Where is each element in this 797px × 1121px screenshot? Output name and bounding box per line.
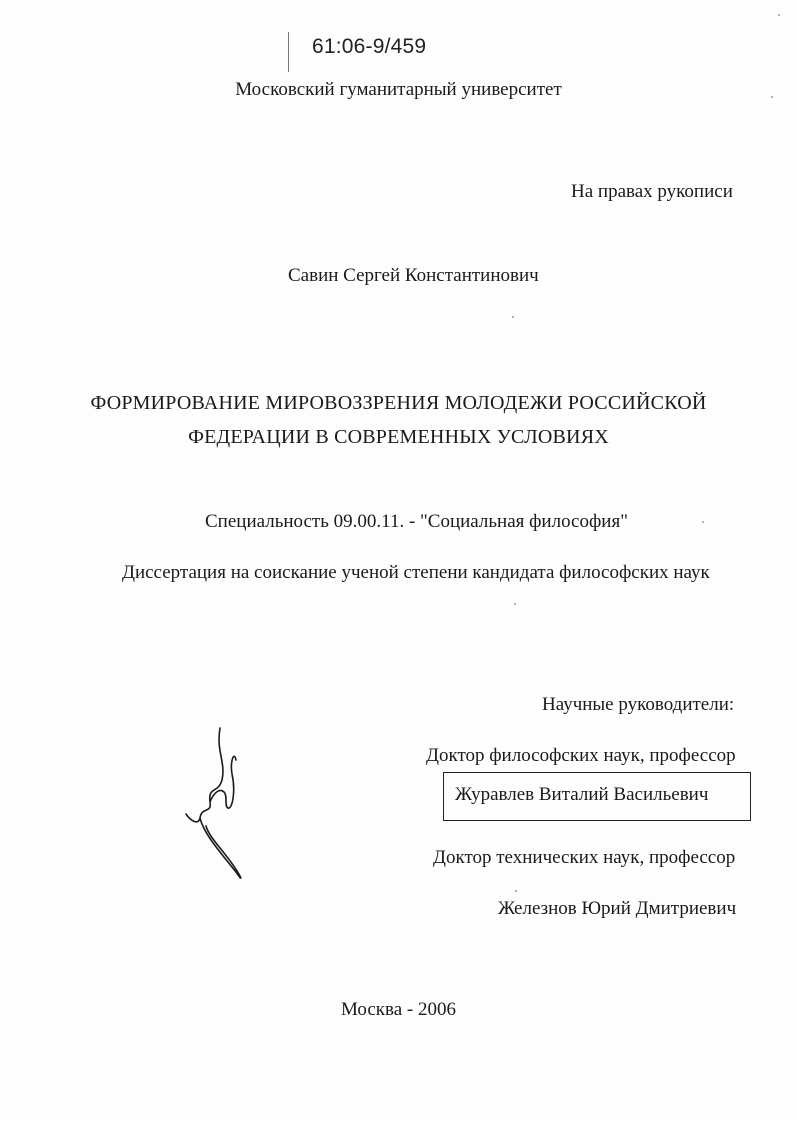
manuscript-note: На правах рукописи xyxy=(571,181,733,202)
scan-speck xyxy=(771,96,773,98)
scan-speck xyxy=(514,603,516,605)
scan-speck xyxy=(512,316,514,318)
title-line-1: ФОРМИРОВАНИЕ МИРОВОЗЗРЕНИЯ МОЛОДЕЖИ РОССИЙСКОЙ xyxy=(90,392,707,414)
author-name: Савин Сергей Константинович xyxy=(288,265,539,286)
library-stamp: 61:06-9/459 xyxy=(312,35,427,58)
specialty: Специальность 09.00.11. - "Социальная философия" xyxy=(205,511,628,532)
advisor-1-title: Доктор философских наук, профессор xyxy=(426,745,736,766)
city-year: Москва - 2006 xyxy=(340,999,457,1020)
degree-statement: Диссертация на соискание ученой степени кандидата философских наук xyxy=(122,562,710,583)
title-line-2: ФЕДЕРАЦИИ В СОВРЕМЕННЫХ УСЛОВИЯХ xyxy=(188,426,609,448)
scan-speck xyxy=(778,14,780,16)
scan-speck xyxy=(702,521,704,523)
advisors-heading: Научные руководители: xyxy=(542,694,735,715)
advisor-2-name: Железнов Юрий Дмитриевич xyxy=(498,898,737,919)
scan-speck xyxy=(515,890,517,892)
advisor-2-title: Доктор технических наук, профессор xyxy=(433,847,736,868)
handwritten-signature xyxy=(180,722,250,882)
margin-mark xyxy=(288,32,289,72)
advisor-1-name: Журавлев Виталий Васильевич xyxy=(455,784,709,805)
university-name: Московский гуманитарный университет xyxy=(235,79,562,100)
